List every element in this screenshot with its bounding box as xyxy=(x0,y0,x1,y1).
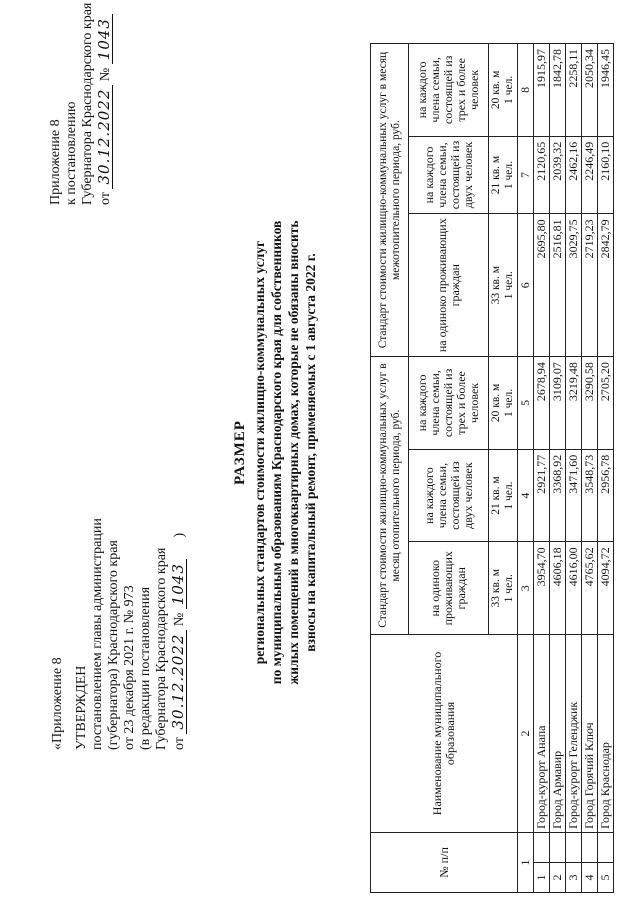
column-number-5: 5 xyxy=(518,357,534,450)
value-heating-single: 3954,70 xyxy=(534,542,550,635)
value-interheating-three: 1915,97 xyxy=(534,44,550,137)
value-heating-single: 4606,18 xyxy=(550,542,566,635)
appendix-right-line4: (губернатора) Краснодарского края xyxy=(106,540,121,750)
header-area-person: 21 кв. м 1 чел. xyxy=(489,136,518,214)
municipality-name: Город Горячий Ключ xyxy=(582,635,598,833)
document-title xyxy=(232,40,319,865)
appendix-right-date-line xyxy=(170,518,188,750)
appendix-right-line5: от 23 декабря 2021 г. № 973 xyxy=(122,585,137,750)
column-number-3: 3 xyxy=(518,542,534,635)
appendix-left-line2: к постановлению xyxy=(64,101,79,205)
value-heating-three: 3219,48 xyxy=(566,357,582,450)
header-interheating-single: на одиноко проживающих граждан xyxy=(409,214,489,357)
title-line3: жилых помещений в многоквартирных домах, которые не обязаны вносить xyxy=(286,220,301,685)
appendix-left xyxy=(48,3,114,205)
value-interheating-single: 2842,79 xyxy=(598,214,614,357)
value-interheating-two: 2246,49 xyxy=(582,136,598,214)
table-row xyxy=(534,44,550,893)
value-interheating-two: 2039,32 xyxy=(550,136,566,214)
row-number: 3 xyxy=(566,862,582,892)
header-area-person: 20 кв. м 1 чел. xyxy=(489,357,518,450)
value-heating-single: 4094,72 xyxy=(598,542,614,635)
table-body xyxy=(534,44,614,893)
number-label: № xyxy=(98,67,113,82)
header-heating-single: на одиноко проживающих граждан xyxy=(409,542,489,635)
handwritten-number: 1043 xyxy=(96,14,113,64)
value-heating-three: 3109,07 xyxy=(550,357,566,450)
row-spacer xyxy=(598,832,614,862)
municipality-name: Город Армавир xyxy=(550,635,566,833)
row-spacer xyxy=(534,832,550,862)
row-spacer xyxy=(550,832,566,862)
standards-table xyxy=(370,43,614,893)
header-interheating-three: на каждого члена семьи, состоящей из трех и более человек xyxy=(409,44,489,137)
row-number: 4 xyxy=(582,862,598,892)
title-line4: взносы на капитальный ремонт, применяемых с 1 августа 2022 г. xyxy=(303,253,318,652)
row-number: 1 xyxy=(534,862,550,892)
column-number-8: 8 xyxy=(518,44,534,137)
value-interheating-three: 1842,78 xyxy=(550,44,566,137)
number-label: № xyxy=(172,612,187,627)
header-area-person: 33 кв. м 1 чел. xyxy=(489,214,518,357)
title-line1: региональных стандартов стоимости жилищно-коммунальных услуг xyxy=(252,240,267,665)
closing-paren: ) xyxy=(172,532,187,538)
appendix-right xyxy=(50,518,188,750)
appendix-left-date-line xyxy=(96,3,114,205)
value-heating-single: 4616,00 xyxy=(566,542,582,635)
header-heating-two: на каждого члена семьи, состоящей из двух человек xyxy=(409,449,489,542)
appendix-right-line7: Губернатора Краснодарского края xyxy=(154,547,169,750)
value-heating-two: 3548,73 xyxy=(582,449,598,542)
handwritten-number: 1043 xyxy=(170,559,187,609)
value-heating-two: 3368,92 xyxy=(550,449,566,542)
value-heating-three: 2705,20 xyxy=(598,357,614,450)
municipality-name: Город-курорт Геленджик xyxy=(566,635,582,833)
title-line2: по муниципальным образованиям Краснодарского края для собственников xyxy=(269,220,284,685)
handwritten-date: 30.12.2022 xyxy=(170,630,187,734)
value-interheating-three: 2258,11 xyxy=(566,44,582,137)
header-number: № п/п xyxy=(371,832,518,892)
from-label: от xyxy=(172,737,187,750)
municipality-name: Город Краснодар xyxy=(598,635,614,833)
header-area-person: 33 кв. м 1 чел. xyxy=(489,542,518,635)
row-number: 2 xyxy=(550,862,566,892)
table-row xyxy=(598,44,614,893)
column-number-6: 6 xyxy=(518,214,534,357)
header-interheating-period: Стандарт стоимости жилищно-коммунальных услуг в месяц межотопительного периода, руб. xyxy=(371,44,409,357)
column-number-4: 4 xyxy=(518,449,534,542)
municipality-name: Город-курорт Анапа xyxy=(534,635,550,833)
appendix-right-line1: «Приложение 8 xyxy=(50,657,65,750)
header-municipality: Наименование муниципального образования xyxy=(371,635,518,833)
value-interheating-single: 2719,23 xyxy=(582,214,598,357)
value-interheating-single: 2516,81 xyxy=(550,214,566,357)
value-heating-two: 2921,77 xyxy=(534,449,550,542)
title-heading: РАЗМЕР xyxy=(232,420,248,485)
standards-table-wrap xyxy=(370,43,614,893)
column-number-7: 7 xyxy=(518,136,534,214)
row-number: 5 xyxy=(598,862,614,892)
header-heating-three: на каждого члена семьи, состоящей из трех и более человек xyxy=(409,357,489,450)
header-interheating-two: на каждого члена семьи, состоящей из двух человек xyxy=(409,136,489,214)
value-heating-two: 2956,78 xyxy=(598,449,614,542)
value-heating-single: 4765,62 xyxy=(582,542,598,635)
header-heating-period: Стандарт стоимости жилищно-коммунальных услуг в месяц отопительного периода, руб. xyxy=(371,357,409,635)
appendix-left-line3: Губернатора Краснодарского края xyxy=(80,2,95,205)
header-area-person: 20 кв. м 1 чел. xyxy=(489,44,518,137)
appendix-left-line1: Приложение 8 xyxy=(48,119,63,205)
value-interheating-two: 2160,10 xyxy=(598,136,614,214)
appendix-right-line3: постановлением главы администрации xyxy=(90,518,105,750)
column-number-2: 2 xyxy=(518,635,534,833)
column-number-1: 1 xyxy=(518,832,534,892)
appendix-right-line6: (в редакции постановления xyxy=(138,586,153,750)
value-interheating-three: 2050,34 xyxy=(582,44,598,137)
value-heating-two: 3471,60 xyxy=(566,449,582,542)
table-row xyxy=(566,44,582,893)
handwritten-date: 30.12.2022 xyxy=(96,85,113,189)
table-row xyxy=(550,44,566,893)
value-interheating-single: 3029,75 xyxy=(566,214,582,357)
value-heating-three: 3290,58 xyxy=(582,357,598,450)
from-label: от xyxy=(98,192,113,205)
header-area-person: 21 кв. м 1 чел. xyxy=(489,449,518,542)
value-interheating-three: 1946,45 xyxy=(598,44,614,137)
row-spacer xyxy=(566,832,582,862)
value-interheating-two: 2120,65 xyxy=(534,136,550,214)
appendix-right-line2: УТВЕРЖДЕН xyxy=(74,665,89,750)
table-row xyxy=(582,44,598,893)
value-interheating-two: 2462,16 xyxy=(566,136,582,214)
value-heating-three: 2678,94 xyxy=(534,357,550,450)
row-spacer xyxy=(582,832,598,862)
value-interheating-single: 2695,80 xyxy=(534,214,550,357)
